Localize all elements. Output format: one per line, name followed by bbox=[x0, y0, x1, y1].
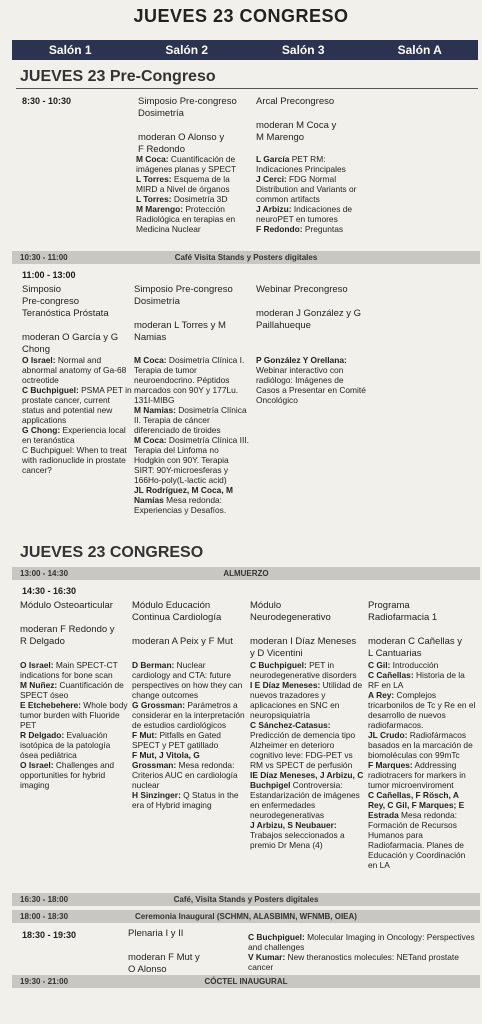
cocktail-time: 19:30 - 21:00 bbox=[20, 977, 69, 986]
talk-item bbox=[250, 680, 364, 720]
ceremony-label: Ceremonia Inaugural (SCHMN, ALASBIMN, WFNMB, OIEA) bbox=[135, 912, 357, 921]
talks-b3-s4 bbox=[368, 660, 476, 870]
talk-speaker: D Berman: bbox=[132, 660, 175, 670]
break-time: 10:30 - 11:00 bbox=[20, 253, 68, 262]
talk-title: Utilidad de nuevos trazadores y aplicaciones en SNC en neuropsiquiatría bbox=[250, 680, 363, 720]
talk-title: Controversia: Estandarización de imágenes en enfermedades neurodegenerativas bbox=[250, 780, 360, 820]
talk-title: Main SPECT-CT indications for bone scan bbox=[20, 660, 118, 680]
talk-title: Introducción bbox=[390, 660, 439, 670]
talk-speaker: L Torres: bbox=[136, 174, 172, 184]
session-line: moderan L Torres y M bbox=[134, 320, 226, 331]
talk-title: PET RM: Indicaciones Principales bbox=[256, 154, 346, 174]
talk-speaker: C Cañellas: bbox=[368, 670, 414, 680]
lunch-band bbox=[12, 567, 480, 580]
session-line bbox=[256, 296, 368, 308]
talk-title: Q Status in the era of Hybrid imaging bbox=[132, 790, 239, 810]
session-line: R Delgado bbox=[20, 636, 65, 647]
talk-speaker: V Kumar: bbox=[248, 952, 286, 962]
session-line: Webinar Precongreso bbox=[256, 284, 348, 295]
talk-speaker: R Delgado: bbox=[20, 730, 65, 740]
session-line: Simposio Pre-congreso bbox=[134, 284, 233, 295]
talk-item bbox=[20, 730, 130, 760]
session-b2-s1 bbox=[22, 284, 130, 356]
session-line bbox=[20, 612, 130, 624]
session-line: Arcal Precongreso bbox=[256, 96, 335, 107]
talk-speaker: C Buchpiguel: bbox=[250, 660, 307, 670]
talk-title: Normal and abnormal anatomy of Ga-68 octreotide bbox=[22, 355, 127, 385]
session-line: y D Vicentini bbox=[250, 648, 303, 659]
talk-title: Complejos tricarbonilos de Tc y Re en el desarrollo de nuevos radiofarmacos. bbox=[368, 690, 476, 730]
talk-speaker: P González Y Orellana: bbox=[256, 355, 347, 365]
talk-item bbox=[368, 660, 476, 670]
session-line: moderan A Peix y F Mut bbox=[132, 636, 233, 647]
talks-b3-s2 bbox=[132, 660, 246, 810]
room-salon-3: Salón 3 bbox=[281, 43, 325, 57]
talk-speaker: G Grossman: bbox=[132, 700, 186, 710]
session-line: Módulo Osteoarticular bbox=[20, 600, 113, 611]
ceremony-band bbox=[12, 910, 480, 923]
room-salon-1: Salón 1 bbox=[48, 43, 92, 57]
talk-item bbox=[256, 174, 368, 204]
talk-item bbox=[22, 355, 132, 385]
talk-item bbox=[368, 670, 476, 690]
session-line: Radiofarmacia 1 bbox=[368, 612, 438, 623]
talk-title: Trabajos seleccionados a premio Dr Mena (4) bbox=[250, 830, 345, 850]
talk-title: Dosimetría Clínica II. Terapia de cáncer diferenciado de tiroides bbox=[134, 405, 247, 435]
talk-item bbox=[20, 680, 130, 700]
talk-item bbox=[136, 154, 252, 174]
talk-item bbox=[22, 385, 132, 425]
talk-title: Experiencia local en teranóstica bbox=[22, 425, 126, 445]
session-line: moderan O García y G bbox=[22, 332, 119, 343]
talk-item bbox=[248, 952, 480, 972]
session-line: Neurodegenerativo bbox=[250, 612, 331, 623]
talk-speaker: L Torres: bbox=[136, 194, 172, 204]
session-line: Simposio Pre-congreso bbox=[138, 96, 237, 107]
break-label: Café Visita Stands y Posters digitales bbox=[174, 253, 318, 262]
session-b3-s1 bbox=[20, 600, 130, 648]
talks-b1-s2 bbox=[136, 154, 252, 234]
talk-item bbox=[136, 204, 252, 234]
lunch-time: 13:00 - 14:30 bbox=[20, 569, 69, 578]
talk-speaker: F Marques: bbox=[368, 760, 413, 770]
talk-title: Cuantificación de imágenes planas y SPECT bbox=[136, 154, 237, 174]
talk-item bbox=[250, 720, 364, 770]
session-b1-s3 bbox=[256, 96, 366, 144]
talk-speaker: M Coca: bbox=[134, 435, 167, 445]
talks-b3-s3 bbox=[250, 660, 364, 850]
session-line: Pre-congreso bbox=[22, 296, 80, 307]
room-salon-2: Salón 2 bbox=[165, 43, 209, 57]
talk-speaker: F Mut, J Vitola, G Grossman: bbox=[132, 750, 200, 770]
talks-b2-s1 bbox=[22, 355, 132, 475]
session-line: Módulo bbox=[250, 600, 282, 611]
talk-speaker: A Rey: bbox=[368, 690, 395, 700]
session-line bbox=[128, 940, 244, 952]
talk-title: Protección Radiológica en terapias en Medicina Nuclear bbox=[136, 204, 236, 234]
talk-item bbox=[132, 750, 246, 790]
talk-item bbox=[368, 690, 476, 730]
talk-speaker: C Buchpiguel: bbox=[22, 385, 79, 395]
session-line bbox=[250, 624, 366, 636]
talk-item bbox=[134, 435, 250, 485]
talk-speaker: C Buchpiguel: bbox=[248, 932, 305, 942]
talk-title: Indicaciones de neuroPET en tumores bbox=[256, 204, 353, 224]
session-line: Chong bbox=[22, 344, 50, 355]
session-line: moderan F Mut y bbox=[128, 952, 200, 963]
talk-speaker: C Sánchez-Catasus: bbox=[250, 720, 331, 730]
divider bbox=[16, 88, 478, 89]
talk-title: Parámetros a considerar en la interpretación de estudios cardiológicos bbox=[132, 700, 245, 730]
talk-title: Mesa redonda: Formación de Recursos Humanos para Radiofarmacia. Planes de Educación y Coordinación en LA bbox=[368, 810, 466, 870]
session-line bbox=[132, 624, 248, 636]
talk-item bbox=[132, 660, 246, 700]
talk-title: Historia de la RF en LA bbox=[368, 670, 465, 690]
talk-item bbox=[22, 425, 132, 445]
break-label: Café, Visita Stands y Posters digitales bbox=[173, 895, 319, 904]
talk-title: Molecular Imaging in Oncology: Perspectives and challenges bbox=[248, 932, 475, 952]
talk-speaker: M Coca: bbox=[134, 355, 167, 365]
talks-b4 bbox=[248, 932, 480, 972]
talks-b2-s2 bbox=[134, 355, 250, 515]
talk-speaker: O Israel: bbox=[20, 760, 54, 770]
talk-item bbox=[250, 770, 364, 820]
session-line: Namias bbox=[134, 332, 167, 343]
talk-speaker: M Namias: bbox=[134, 405, 176, 415]
talk-item bbox=[250, 820, 364, 850]
talk-item bbox=[368, 730, 476, 760]
talk-item bbox=[136, 194, 252, 204]
session-b3-s3 bbox=[250, 600, 366, 660]
talk-item bbox=[256, 154, 368, 174]
talk-title: FDG Normal Distribution and Variants or common artifacts bbox=[256, 174, 357, 204]
talk-speaker: J Cerci: bbox=[256, 174, 287, 184]
talk-speaker: J Arbizu, S Neubauer: bbox=[250, 820, 337, 830]
talk-item bbox=[20, 660, 130, 680]
break-time: 16:30 - 18:00 bbox=[20, 895, 69, 904]
talk-speaker: M Nuñez: bbox=[20, 680, 58, 690]
talk-title: New theranostics molecules: NETand prostate cancer bbox=[248, 952, 459, 972]
talk-item bbox=[20, 700, 130, 730]
session-line: M Marengo bbox=[256, 132, 305, 143]
talk-speaker: L García bbox=[256, 154, 290, 164]
session-line bbox=[256, 108, 366, 120]
page-title: JUEVES 23 CONGRESO bbox=[133, 6, 349, 26]
talk-title: Preguntas bbox=[302, 224, 344, 234]
room-salon-a: Salón A bbox=[397, 43, 442, 57]
session-line: O Alonso bbox=[128, 964, 167, 975]
talk-item bbox=[256, 355, 368, 405]
talk-title: Whole body tumor burden with Fluoride PET bbox=[20, 700, 128, 730]
talk-item bbox=[250, 660, 364, 680]
time-slot: 8:30 - 10:30 bbox=[22, 96, 72, 106]
talk-title: Mesa redonda: Experiencias y Desafíos. bbox=[134, 495, 227, 515]
session-line: moderan J González y G bbox=[256, 308, 362, 319]
session-line: moderan O Alonso y bbox=[138, 132, 225, 143]
talk-speaker: JL Rodríguez, M Coca, M Namías bbox=[134, 485, 233, 505]
session-line: moderan C Cañellas y bbox=[368, 636, 462, 647]
talk-title: Dosimetría Clínica I. Terapia de tumor neuroendocrino. Péptidos marcados con 90Y y 177Lu. 131I-MIBG bbox=[134, 355, 245, 405]
session-line: Continua Cardiología bbox=[132, 612, 222, 623]
break-band bbox=[12, 251, 480, 264]
talk-speaker: F Mut: bbox=[132, 730, 158, 740]
session-line: L Cantuarias bbox=[368, 648, 422, 659]
session-b4-s2 bbox=[128, 928, 244, 976]
session-line: Teranóstica Próstata bbox=[22, 308, 109, 319]
session-line: moderan M Coca y bbox=[256, 120, 337, 131]
talk-item bbox=[368, 760, 476, 790]
talk-speaker: F Redondo: bbox=[256, 224, 303, 234]
session-line: moderan I Díaz Meneses bbox=[250, 636, 357, 647]
session-line: Módulo Educación bbox=[132, 600, 211, 611]
session-line: Programa bbox=[368, 600, 410, 611]
talk-item bbox=[132, 700, 246, 730]
talk-title: Dosimetría 3D bbox=[171, 194, 228, 204]
talk-title: C Buchpiguel: When to treat with radionuclide in prostate cancer? bbox=[22, 445, 127, 475]
talk-item bbox=[256, 204, 368, 224]
talk-speaker: IE Díaz Meneses, J Arbizu, C Buchpigel bbox=[250, 770, 364, 790]
cocktail-band bbox=[12, 975, 480, 988]
session-line: F Redondo bbox=[138, 144, 186, 155]
talk-speaker: J Arbizu: bbox=[256, 204, 292, 214]
talk-item bbox=[256, 224, 368, 234]
section-title-congreso: JUEVES 23 CONGRESO bbox=[20, 544, 204, 561]
talk-speaker: M Coca: bbox=[136, 154, 169, 164]
talk-speaker: H Sinzinger: bbox=[132, 790, 181, 800]
session-b2-s2 bbox=[134, 284, 246, 344]
session-line: moderan F Redondo y bbox=[20, 624, 115, 635]
time-slot: 14:30 - 16:30 bbox=[22, 586, 77, 596]
talk-item bbox=[132, 790, 246, 810]
talks-b2-s3 bbox=[256, 355, 368, 405]
talk-speaker: M Marengo: bbox=[136, 204, 183, 214]
session-line bbox=[138, 120, 248, 132]
session-b3-s2 bbox=[132, 600, 248, 648]
section-title-precongreso: JUEVES 23 Pre-Congreso bbox=[20, 68, 216, 85]
talk-title: PSMA PET in prostate cancer, current status and potential new applications bbox=[22, 385, 132, 425]
talk-title: Predicción de demencia tipo Alzheimer en deterioro cognitivo leve: FDG-PET vs RM vs SPECT de perfusión bbox=[250, 730, 356, 770]
talk-speaker: O Israel: bbox=[20, 660, 54, 670]
session-line: Simposio bbox=[22, 284, 62, 295]
talk-item bbox=[136, 174, 252, 194]
talk-speaker: G Chong: bbox=[22, 425, 61, 435]
talk-speaker: C Gil: bbox=[368, 660, 391, 670]
session-line: Dosimetría bbox=[138, 108, 184, 119]
talk-title: Radiofármacos basados en la marcación de biomoléculas con 99mTc bbox=[368, 730, 473, 760]
talk-item bbox=[134, 485, 250, 515]
talk-speaker: O Israel: bbox=[22, 355, 56, 365]
room-header bbox=[12, 40, 478, 60]
session-line bbox=[134, 308, 246, 320]
talk-speaker: I E Díaz Meneses: bbox=[250, 680, 321, 690]
talk-title: Nuclear cardiology and CTA: future perspectives on how they can change outcomes bbox=[132, 660, 243, 700]
talk-title: Addressing radiotracers for markers in tumor microenviroment bbox=[368, 760, 466, 790]
talk-title: Evaluación isotópica de la patología ósea pediátrica bbox=[20, 730, 111, 760]
talk-speaker: C Cañellas, F Rösch, A Rey, C Gil, F Marques; E Estrada bbox=[368, 790, 465, 820]
session-b2-s3 bbox=[256, 284, 368, 332]
talk-item bbox=[134, 355, 250, 405]
talk-speaker: JL Crudo: bbox=[368, 730, 408, 740]
talk-item bbox=[248, 932, 480, 952]
session-line bbox=[368, 624, 478, 636]
session-b1-s2 bbox=[138, 96, 248, 156]
cocktail-label: CÓCTEL INAUGURAL bbox=[204, 977, 288, 986]
session-b3-s4 bbox=[368, 600, 478, 660]
talk-title: Cuantificación de SPECT óseo bbox=[20, 680, 124, 700]
ceremony-time: 18:00 - 18:30 bbox=[20, 912, 69, 921]
talks-b1-s3 bbox=[256, 154, 368, 234]
session-line: Paillahueque bbox=[256, 320, 311, 331]
session-line: Dosimetría bbox=[134, 296, 180, 307]
session-line bbox=[22, 320, 130, 332]
talk-item bbox=[20, 760, 130, 790]
talk-title: Esquema de la MIRD a Nivel de órganos bbox=[136, 174, 230, 194]
time-slot: 18:30 - 19:30 bbox=[22, 930, 77, 940]
session-line: Plenaria I y II bbox=[128, 928, 184, 939]
talk-title: Pitfalls en Gated SPECT y PET gatillado bbox=[132, 730, 221, 750]
talk-title: Challenges and opportunities for hybrid imaging bbox=[20, 760, 115, 790]
talks-b3-s1 bbox=[20, 660, 130, 790]
lunch-label: ALMUERZO bbox=[223, 569, 269, 578]
talk-speaker: E Etchebehere: bbox=[20, 700, 81, 710]
talk-item bbox=[22, 445, 132, 475]
talk-item bbox=[132, 730, 246, 750]
talk-title: Dosimetría Clínica III. Terapia del Linfoma no Hodgkin con 90Y. Terapia SIRT: 90Y-microesferas y 166Ho-poly(L-lactic acid) bbox=[134, 435, 249, 485]
talk-title: Webinar interactivo con radiólogo: Imágenes de Casos a Presentar en Comité Oncológico bbox=[256, 365, 366, 405]
talk-title: PET in neurodegenerative disorders bbox=[250, 660, 357, 680]
break-band bbox=[12, 893, 480, 906]
talk-item bbox=[368, 790, 476, 870]
time-slot: 11:00 - 13:00 bbox=[22, 270, 76, 280]
talk-title: Mesa redonda: Criterios AUC en cardiología nuclear bbox=[132, 760, 238, 790]
talk-item bbox=[134, 405, 250, 435]
